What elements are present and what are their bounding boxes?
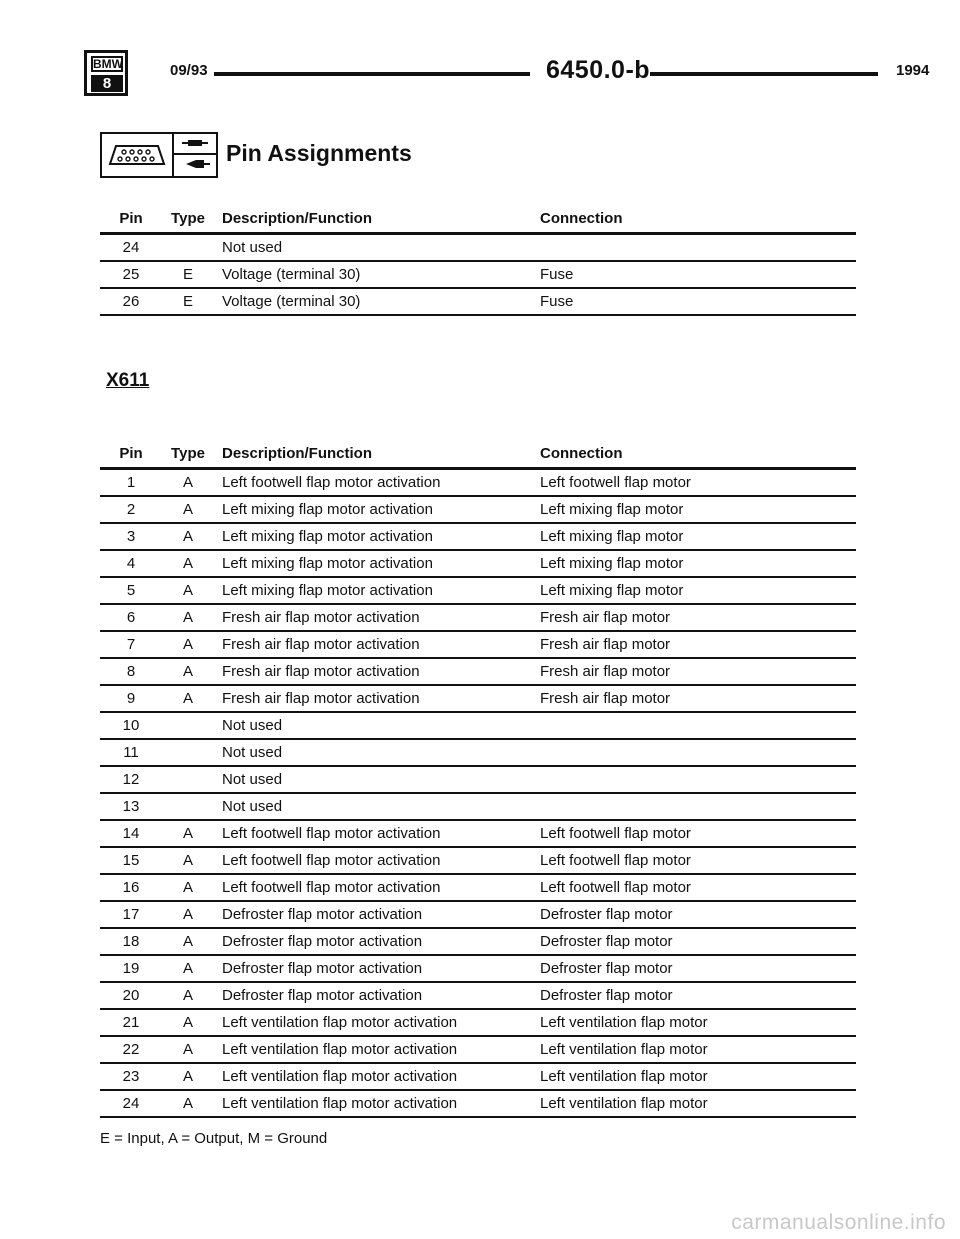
type-cell: A <box>182 501 193 518</box>
pin-cell: 5 <box>126 582 136 599</box>
connection-cell: Defroster flap motor <box>540 933 673 950</box>
pin-cell: 14 <box>122 825 140 842</box>
table-header <box>100 206 856 232</box>
pin-cell: 8 <box>126 663 136 680</box>
type-cell: A <box>182 960 193 977</box>
table-row <box>100 794 856 821</box>
table-row <box>100 632 856 659</box>
logo-brand: BMW <box>93 57 123 71</box>
document-code: 6450.0-b <box>546 56 651 84</box>
column-header-type: Type <box>171 210 205 227</box>
description-cell: Left ventilation flap motor activation <box>222 1068 458 1085</box>
table-row <box>100 289 856 316</box>
description-cell: Left footwell flap motor activation <box>222 825 441 842</box>
pin-cell: 22 <box>122 1041 140 1058</box>
description-cell: Defroster flap motor activation <box>222 906 423 923</box>
table-row <box>100 497 856 524</box>
pin-table-continued <box>100 206 856 316</box>
description-cell: Left mixing flap motor activation <box>222 555 433 572</box>
table-row <box>100 929 856 956</box>
pin-cell: 15 <box>122 852 140 869</box>
table-row <box>100 1010 856 1037</box>
column-header-connection: Connection <box>540 210 623 227</box>
logo-series: 8 <box>91 75 123 92</box>
pin-cell: 13 <box>122 798 140 815</box>
description-cell: Defroster flap motor activation <box>222 960 423 977</box>
description-cell: Left footwell flap motor activation <box>222 474 441 491</box>
column-header-pin: Pin <box>119 210 143 227</box>
description-cell: Fresh air flap motor activation <box>222 690 420 707</box>
pin-cell: 21 <box>122 1014 140 1031</box>
description-cell: Not used <box>222 744 283 761</box>
header-rule-right <box>650 72 878 76</box>
pin-cell: 26 <box>122 293 140 310</box>
table-row <box>100 578 856 605</box>
bmw-8-series-logo <box>84 50 128 96</box>
connection-cell: Left footwell flap motor <box>540 474 691 491</box>
type-cell: A <box>182 528 193 545</box>
type-cell: A <box>182 609 193 626</box>
table-row <box>100 235 856 262</box>
description-cell: Defroster flap motor activation <box>222 933 423 950</box>
pin-cell: 11 <box>123 744 139 761</box>
type-cell: A <box>182 987 193 1004</box>
type-cell: A <box>182 1095 193 1112</box>
connection-cell: Left footwell flap motor <box>540 879 691 896</box>
section-title: Pin Assignments <box>226 140 412 166</box>
type-cell: A <box>182 1014 193 1031</box>
type-cell: A <box>182 906 193 923</box>
type-cell: A <box>182 933 193 950</box>
connector-name: X611 <box>106 370 150 391</box>
table-row <box>100 740 856 767</box>
pin-cell: 7 <box>126 636 136 653</box>
pin-cell: 2 <box>126 501 136 518</box>
connection-cell: Fuse <box>540 293 574 310</box>
description-cell: Left ventilation flap motor activation <box>222 1095 458 1112</box>
pin-cell: 10 <box>122 717 140 734</box>
type-cell: A <box>182 825 193 842</box>
table-row <box>100 659 856 686</box>
table-row <box>100 902 856 929</box>
pin-cell: 4 <box>126 555 136 572</box>
description-cell: Defroster flap motor activation <box>222 987 423 1004</box>
pin-cell: 12 <box>122 771 140 788</box>
table-row <box>100 848 856 875</box>
connection-cell: Fresh air flap motor <box>540 690 671 707</box>
table-row <box>100 713 856 740</box>
description-cell: Left footwell flap motor activation <box>222 879 441 896</box>
connection-cell: Left footwell flap motor <box>540 825 691 842</box>
connection-cell: Fresh air flap motor <box>540 636 671 653</box>
description-cell: Not used <box>222 798 283 815</box>
table-row <box>100 875 856 902</box>
pin-cell: 24 <box>122 1095 140 1112</box>
connection-cell: Left mixing flap motor <box>540 501 684 518</box>
column-header-connection: Connection <box>540 445 623 462</box>
description-cell: Left mixing flap motor activation <box>222 501 433 518</box>
type-cell: A <box>182 690 193 707</box>
table-row <box>100 262 856 289</box>
connection-cell: Left ventilation flap motor <box>540 1014 708 1031</box>
connection-cell: Fresh air flap motor <box>540 663 671 680</box>
type-cell: A <box>182 852 193 869</box>
pin-cell: 18 <box>122 933 140 950</box>
table-row <box>100 1037 856 1064</box>
type-cell: A <box>182 474 193 491</box>
type-cell: A <box>182 1041 193 1058</box>
page-header <box>84 50 930 100</box>
table-header <box>100 441 856 467</box>
pin-cell: 17 <box>122 906 140 923</box>
table-row <box>100 983 856 1010</box>
column-header-description: Description/Function <box>222 210 372 227</box>
description-cell: Not used <box>222 239 283 256</box>
connector-plug-icon <box>102 134 174 176</box>
type-cell: A <box>182 582 193 599</box>
description-cell: Left mixing flap motor activation <box>222 582 433 599</box>
connection-cell: Fuse <box>540 266 574 283</box>
connection-cell: Left mixing flap motor <box>540 528 684 545</box>
description-cell: Fresh air flap motor activation <box>222 609 420 626</box>
pin-cell: 19 <box>122 960 140 977</box>
column-header-description: Description/Function <box>222 445 372 462</box>
type-cell: A <box>182 1068 193 1085</box>
header-date: 09/93 <box>170 62 208 79</box>
connection-cell: Defroster flap motor <box>540 960 673 977</box>
connection-cell: Defroster flap motor <box>540 906 673 923</box>
header-year: 1994 <box>896 62 930 79</box>
connection-cell: Left mixing flap motor <box>540 555 684 572</box>
table-row <box>100 524 856 551</box>
description-cell: Left footwell flap motor activation <box>222 852 441 869</box>
description-cell: Not used <box>222 771 283 788</box>
pin-cell: 25 <box>122 266 140 283</box>
type-cell: E <box>182 266 193 283</box>
column-header-pin: Pin <box>119 445 143 462</box>
pin-cell: 23 <box>122 1068 140 1085</box>
description-cell: Left ventilation flap motor activation <box>222 1041 458 1058</box>
pin-cell: 9 <box>126 690 136 707</box>
pin-cell: 24 <box>122 239 140 256</box>
watermark: carmanualsonline.info <box>731 1211 946 1234</box>
description-cell: Left ventilation flap motor activation <box>222 1014 458 1031</box>
column-header-type: Type <box>171 445 205 462</box>
description-cell: Voltage (terminal 30) <box>222 266 361 283</box>
connection-cell: Left ventilation flap motor <box>540 1041 708 1058</box>
description-cell: Voltage (terminal 30) <box>222 293 361 310</box>
table-row <box>100 1064 856 1091</box>
table-row <box>100 470 856 497</box>
connection-cell: Defroster flap motor <box>540 987 673 1004</box>
type-cell: A <box>182 555 193 572</box>
table-row <box>100 1091 856 1118</box>
type-legend: E = Input, A = Output, M = Ground <box>100 1130 328 1147</box>
table-row <box>100 605 856 632</box>
description-cell: Fresh air flap motor activation <box>222 663 420 680</box>
type-cell: A <box>182 663 193 680</box>
pin-cell: 1 <box>126 474 136 491</box>
table-body <box>100 470 856 1118</box>
table-row <box>100 686 856 713</box>
table-row <box>100 551 856 578</box>
connection-cell: Left ventilation flap motor <box>540 1095 708 1112</box>
table-row <box>100 956 856 983</box>
description-cell: Left mixing flap motor activation <box>222 528 433 545</box>
description-cell: Not used <box>222 717 283 734</box>
connection-cell: Left ventilation flap motor <box>540 1068 708 1085</box>
pin-in-out-icon <box>174 134 216 176</box>
type-cell: E <box>182 293 193 310</box>
header-rule-left <box>214 72 530 76</box>
connection-cell: Left footwell flap motor <box>540 852 691 869</box>
connection-cell: Left mixing flap motor <box>540 582 684 599</box>
type-cell: A <box>182 879 193 896</box>
pin-cell: 3 <box>126 528 136 545</box>
table-row <box>100 821 856 848</box>
table-body <box>100 235 856 316</box>
type-cell: A <box>182 636 193 653</box>
connection-cell: Fresh air flap motor <box>540 609 671 626</box>
pin-table-x611 <box>100 441 856 1118</box>
pin-cell: 16 <box>122 879 140 896</box>
description-cell: Fresh air flap motor activation <box>222 636 420 653</box>
pin-cell: 6 <box>126 609 136 626</box>
table-row <box>100 767 856 794</box>
pin-cell: 20 <box>122 987 140 1004</box>
section-icon-box <box>100 132 218 178</box>
